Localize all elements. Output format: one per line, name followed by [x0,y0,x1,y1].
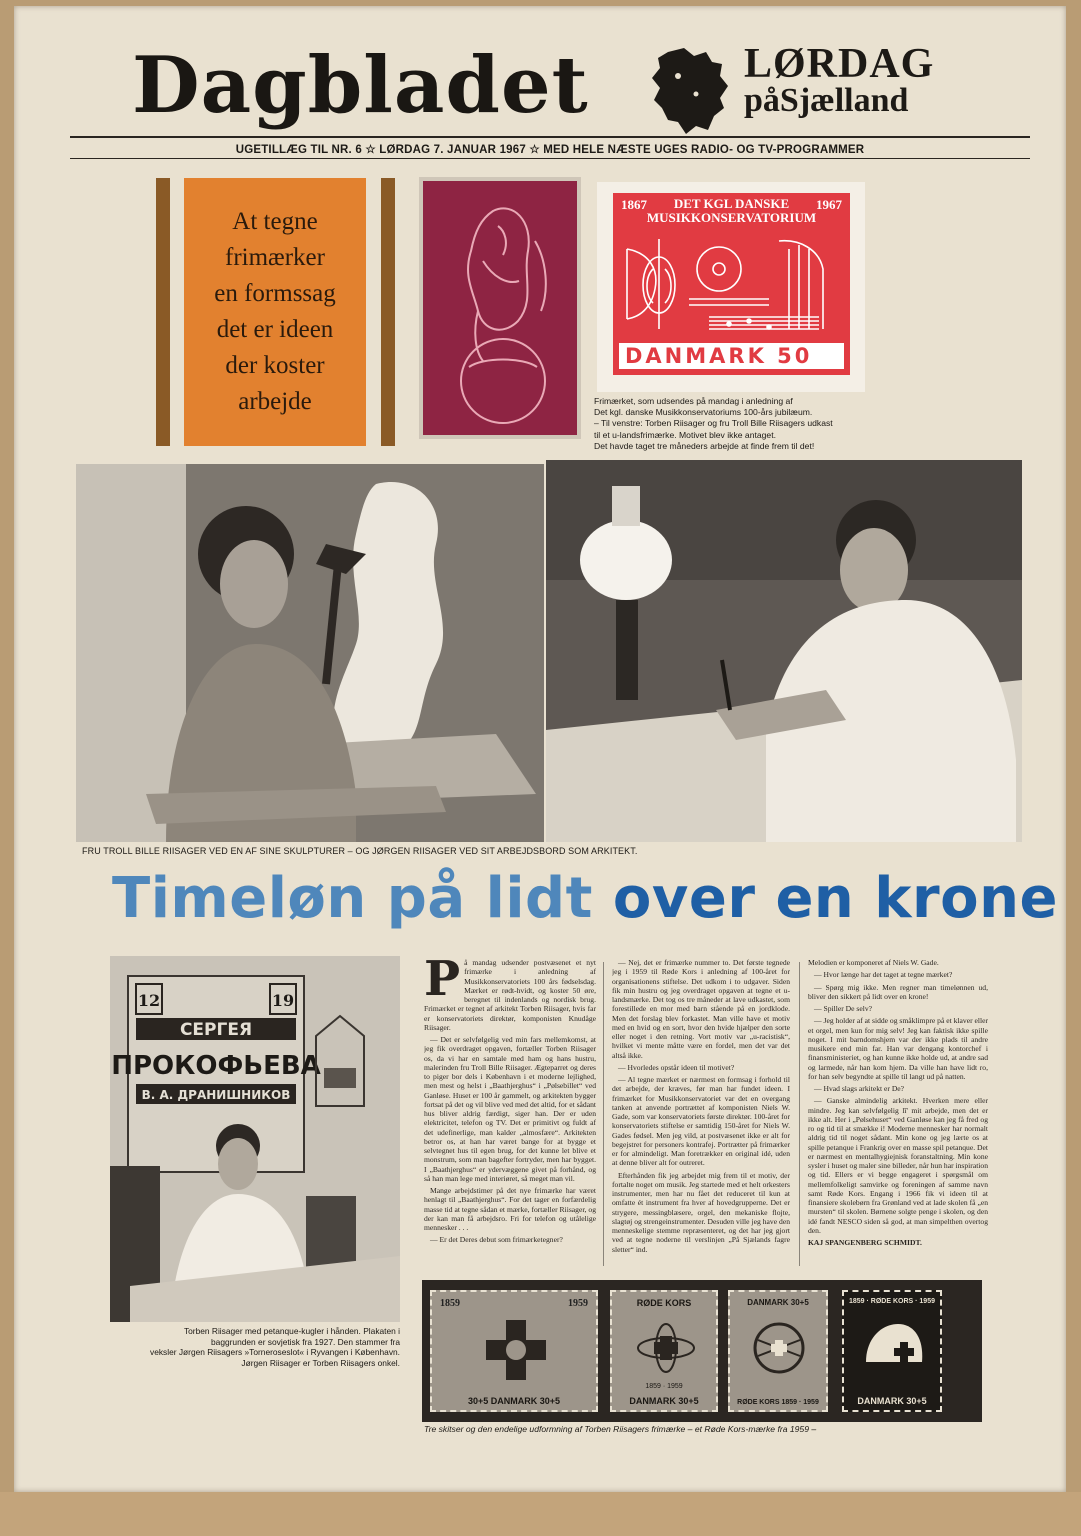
stamp-header [613,197,850,225]
mini-stamp-year-right: 1959 [568,1298,588,1309]
masthead-rule-top [70,136,1030,138]
decorative-bar-right [381,178,395,446]
poster-photo-caption [112,1326,400,1368]
floor-background [0,1492,1081,1536]
article-column-2 [612,958,790,1268]
photo-poster-man [110,956,400,1322]
stamp-caption-line: Det havde taget tre måneders arbejde at finde frem til det! [594,440,815,451]
article-paragraph: — Spørg mig ikke. Men regner man timelønnen ud, bliver den sikkert på lidt over en krone! [808,982,988,1001]
article-paragraph: Efterhånden fik jeg arbejdet mig frem til et motiv, der fortalte noget om musik. Jeg startede med et helt orkesters instrumenter, men har nu fået det reduceret til kun at omfatte ét instrument fra hver af hovedgrupperne. Det er strygere, messingblæsere, orgel, den mekaniske flojte, slagtøj og strengeinstrumenter. Desuden ville jeg have den menneskelige stemme repræsenteret, og det har jeg gjort ved at tegne noderne til verslinjen „På Sjælands fagre sletter“ ind. [612,1170,790,1254]
stamp-caption-line: Det kgl. danske Musikkonservatoriums 100-års jubilæum. [594,407,813,418]
stamp-year-right: 1967 [816,197,842,212]
teaser-line: arbejde [238,388,312,415]
sketch-figure-drawing [423,181,577,435]
red-cross-stamp-final [842,1290,942,1412]
column-rule [799,962,800,1266]
caption-line: baggrunden er sovjetisk fra 1927. Den stammer fra [211,1336,400,1347]
headline-part-dark: over en krone [612,866,1058,931]
article-paragraph: — Nej, det er frimærke nummer to. Det første tegnede jeg i 1959 til Røde Kors i anledning af 100-året for organisationens stiftelse. Det udkom i to udgaver. Siden fik min hustru og jeg overdraget opgaven at tegne et u-landsmærke. Det tog os tre måneder at lave udkastet, som forestillede en mor med barn stående på en jordklode. Men det forslag blev forkastet. Man ville have et motiv med en hvid og en sort, hvor den hvide hjælper den sorte eller noget i den retning. Vort motiv var „u-racistisk“, hvilket vi mente måtte være en fordel, men det var det altså ikke. [612,958,790,1060]
stamp-header-line: MUSIKKONSERVATORIUM [646,210,817,225]
column-rule [603,962,604,1266]
article-paragraph: — Jeg holder af at sidde og småklimpre på et klaver eller et orgel, men kun for mig selv! Jeg kan faktisk ikke spille noget. I mit barndomshjem var der ikke plads til andre musikere end min far. Han var dengang kontorchef i finansministeriet, og han kunne ikke holde ud, at andre sad og larmede, når han kom hjem. Da ville han have lidt ro, for han selv begyndte at spille til langt ud på natten. [808,1016,988,1081]
article-paragraph: — Hvorledes opstår ideen til motivet? [618,1062,735,1072]
poster-line-2: ПРОКОФЬЕВА [111,1051,321,1081]
mini-stamp-top: 1859 · RØDE KORS · 1959 [849,1298,935,1305]
article-paragraph: — Ganske almindelig arkitekt. Hverken mere eller mindre. Jeg kan selvfølgelig lī' mit arbejde, men det er ikke alt. Her i „Pølsehuset“ ved Ganløse kan jeg få fred og ro og tid til at smække i! Moderne mennesker har normalt aldrig tid til noget sådant. Min kone og jeg lærte os at spille petanque i Frankrig over en masse spil petanque. Det er nærmest en mentalhygiejnisk foranstaltning. Min kone sysler i huset og maler sine billeder, når hun har inspiration og tid. Ellers er vi begge engageret i spørgsmål om mellemfolkeligt samvirke og foreningen af samme navn samt Røde Kors. Engang i 1966 fik vi ideen til at finansiere skolebørn fra Grønland ved at lade skolen få „en mursten“ til skolen. Børnene solgte penge i skolen, og den idé fandt NESCO siden så god, at man simpelthen overtog den. [808,1096,988,1235]
teaser-line: der koster [225,352,325,379]
photo-architect [546,460,1022,842]
stamp-sketch-image [419,177,581,439]
stamp-instruments-drawing [619,229,844,339]
red-cross-stamps-strip [422,1280,982,1422]
red-cross-stamp-sketch-2 [610,1290,718,1412]
mini-stamp-year-left: 1859 [440,1298,460,1309]
poster-line-1: СЕРГЕЯ [179,1020,253,1040]
mini-stamp-label: DANMARK 30+5 [629,1396,699,1406]
teaser-line: en formssag [214,280,336,307]
poster-photo-illustration [110,956,400,1322]
teaser-line: det er ideen [216,316,334,343]
article-paragraph: å mandag udsender postvæsenet et nyt frimærke i anledning af Musikkonservatoriets 100 års fødselsdag. Mærket er rødt-hvidt, og koster 50 øre, beregnet til indenlands og nordisk brug. Frimærket er tegnet af arkitekt Torben Riisager, hvis far er konservatoriets direktør, komponisten Knudåge Riisager. [424,958,596,1032]
stamp-caption-line: Frimærket, som udsendes på mandag i anledning af [594,396,793,406]
masthead-subheader: UGETILLÆG TIL NR. 6 ☆ LØRDAG 7. JANUAR 1967 ☆ MED HELE NÆSTE UGES RADIO- OG TV-PROGRAMMER [235,144,865,156]
article-paragraph: — Al tegne mærket er nærmest en formsag i forhold til det arbejde, der kræves, før man har fundet ideen. I frimærket for Musikkonservatoriet var det en overgang tanken at anvende portrættet af komponisten Niels W. Gade, som var konservatoriets første direktør. 100-året for konservatoriets stiftelse er samtidig 150-året for Niels W. Gades fødsel. Men jeg vild, at postvæsenet ikke er alt for begejstret for personers kontrafej. Portrætter på frimærker er for almindeligt. Man foretrækker en original idé, uden at denne bliver alt for outreret. [612,1075,790,1168]
stamps-strip-caption: Tre skitser og den endelige udformning af Torben Riisagers frimærke – et Røde Kors-mærke fra 1959 – [424,1424,817,1434]
stamp-caption [594,396,854,452]
headline-part-light: Timeløn på lidt [112,866,593,931]
cross-motif-icon [476,1316,556,1386]
article-column-1 [424,958,596,1268]
architect-photo-illustration [546,460,1022,842]
masthead-day: LØRDAG [744,41,935,87]
mini-stamp-label: 30+5 DANMARK 30+5 [467,1396,561,1406]
poster-number-left: 12 [137,991,161,1010]
mini-stamp-label: DANMARK 30+5 [857,1396,927,1406]
stamp-country-value: DANMARK 50 [619,343,844,369]
globe-cross-icon [748,1320,810,1376]
caption-line: veksler Jørgen Riisagers »Torneroseslot« i Ryvangen i København. [150,1347,400,1357]
teaser-box [184,178,366,446]
article-byline: KAJ SPANGENBERG SCHMIDT. [808,1238,922,1247]
sculptor-photo-illustration [76,464,544,842]
article-column-3 [808,958,988,1270]
teaser-line: At tegne [232,208,318,235]
masthead-edition [744,41,935,119]
poster-number-right: 19 [271,991,295,1010]
stamp-caption-line: til et u-landsfrimærke. Motivet blev ikke antaget. [594,429,776,440]
jubilee-stamp [613,193,850,375]
masthead-region: påSjælland [744,82,909,119]
article-paragraph: Melodien er komponeret af Niels W. Gade. [808,958,939,967]
article-paragraph: — Det er selvfølgelig ved min fars mellemkomst, at jeg fik overdraget opgaven, fortæller Torben Riisager os, da vi har en samtale med ham og hans hustru, malerinden fru Troll Bille Riisager. Ægteparret og deres to piger bor dels i København i et moderne lejlighed, men mest og helst i „Baathjerghus“ i „Pølsebillet“ ved Ganløse. Huset er 100 år gammelt, og arkitekten bygger fortsat på det og vil blive ved med det altid, for et sådant hus bliver aldrig færdigt, siger han. Der er uden elektricitet, telefon og TV. Det er primitivt og fuldt af det udefinerlige, man kalder „almosfære“. Arkitekten betror os, at han har været bange for at bygge et selvtegnet hus til egen brug, for det kunne let blive et monstrum, som man bagefter fortryder, men har bygget. I „Baathjerghus“ er ydervæggene givet på forhånd, og så han man lege med interiøret, så meget man vil. [424,1035,596,1183]
mini-stamp-top: DANMARK 30+5 [747,1298,809,1307]
poster-line-3: В. А. ДРАНИШНИКОВ [141,1088,291,1102]
stamp-header-line: DET KGL DANSKE [673,196,790,211]
article-paragraph: — Hvad slags arkitekt er De? [814,1084,905,1093]
decorative-bar-left [156,178,170,446]
red-cross-stamp-sketch-3 [728,1290,828,1412]
masthead-title: Dagbladet [132,40,589,131]
article-paragraph: — Spiller De selv? [814,1004,872,1013]
article-paragraph: — Er det Deres debut som frimærketegner? [430,1235,563,1245]
headline [112,864,1058,934]
helmet-cross-icon [860,1318,928,1378]
stamp-caption-line: – Til venstre: Torben Riisager og fru Troll Bille Riisagers udkast [594,418,833,429]
mini-stamp-years: 1859 · 1959 [645,1383,683,1390]
sjaelland-map-icon [650,46,730,136]
photo-sculptor [76,464,544,842]
red-cross-stamp-sketch-1 [430,1290,598,1412]
stamp-year-left: 1867 [621,197,647,212]
mini-stamp-top: RØDE KORS [636,1298,692,1308]
article-dropcap: P [424,958,461,1007]
article-paragraph: Mange arbejdstimer på det nye frimærke har været henlagt til „Baathjerghus“. For det tager en forfærdelig masse tid at tegne sådan et mærke, fortæller Riisager, og der kan man få arbejdsro. Fri for telefon og utålelige mennesker . . . [424,1186,596,1232]
photo-caption: FRU TROLL BILLE RIISAGER VED EN AF SINE SKULPTURER – OG JØRGEN RIISAGER VED SIT ARBEJDSBORD SOM ARKITEKT. [82,846,638,856]
article-paragraph: — Hvor længe har det taget at tegne mærket? [814,970,953,980]
caption-line: Jørgen Riisager er Torben Riisagers onkel. [241,1357,400,1368]
cross-atom-icon [636,1322,696,1374]
teaser-line: frimærker [225,244,325,271]
masthead-rule-bottom [70,158,1030,159]
mini-stamp-years: RØDE KORS 1859 · 1959 [737,1399,819,1406]
caption-line: Torben Riisager med petanque-kugler i hånden. Plakaten i [183,1326,400,1336]
